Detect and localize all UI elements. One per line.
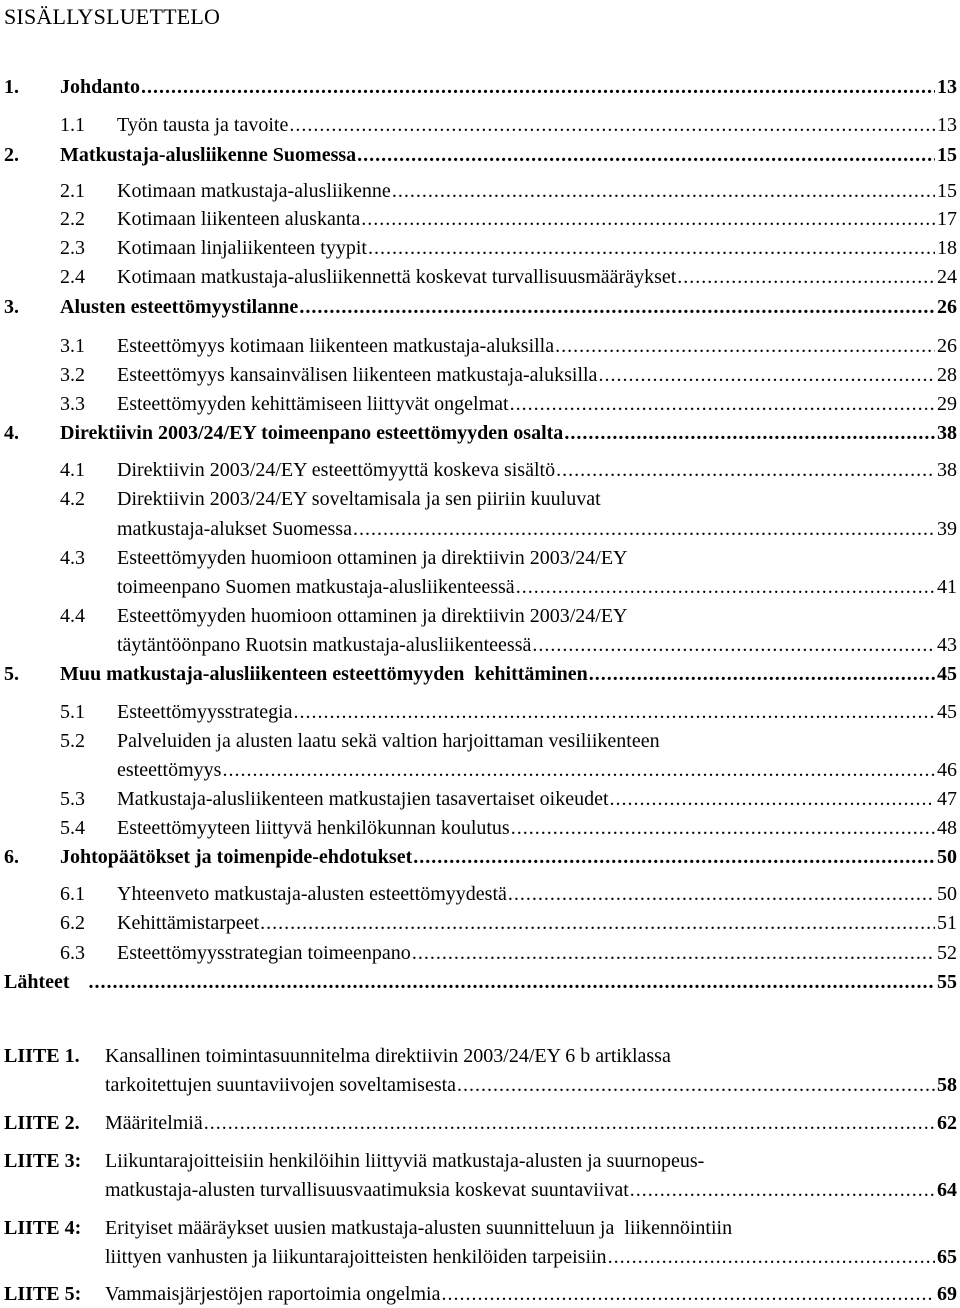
- entry-title-continuation: täytäntöönpano Ruotsin matkustaja-alusliikenteessä: [117, 634, 532, 656]
- entry-page: 50: [937, 846, 957, 868]
- entry-title: Direktiivin 2003/24/EY soveltamisala ja sen piiriin kuuluvat: [117, 488, 601, 510]
- entry-title: Kotimaan liikenteen aluskanta: [117, 208, 361, 230]
- entry-page: 28: [937, 364, 957, 386]
- entry-page: 26: [937, 296, 957, 318]
- entry-page: 18: [937, 237, 957, 259]
- dot-leader: [222, 757, 935, 783]
- entry-title: Esteettömyysstrategia: [117, 701, 293, 723]
- dot-leader: [353, 516, 935, 542]
- entry-number: 1.1: [60, 114, 85, 136]
- entry-page: 55: [937, 971, 957, 993]
- entry-number: 5.1: [60, 701, 85, 723]
- appendix-page: 64: [937, 1179, 957, 1201]
- entry-title-continuation: matkustaja-alukset Suomessa: [117, 518, 352, 540]
- dot-leader: [412, 940, 935, 966]
- appendix-title-continuation: tarkoitettujen suuntaviivojen soveltamisesta: [105, 1074, 457, 1096]
- appendix-title: Määritelmiä: [105, 1112, 203, 1134]
- dot-leader: [510, 391, 935, 417]
- dot-leader: [564, 420, 935, 446]
- entry-title: Alusten esteettömyystilanne: [60, 296, 299, 318]
- dot-leader: [610, 786, 935, 812]
- entry-title: Direktiivin 2003/24/EY esteettömyyttä koskeva sisältö: [117, 459, 556, 481]
- entry-page: 48: [937, 817, 957, 839]
- entry-page: 45: [937, 663, 957, 685]
- entry-title: Muu matkustaja-alusliikenteen esteettömyyden kehittäminen: [60, 663, 588, 685]
- appendix-label: LIITE 3:: [4, 1150, 82, 1172]
- entry-title: Matkustaja-alusliikenteen matkustajien tasavertaiset oikeudet: [117, 788, 609, 810]
- entry-page: 45: [937, 701, 957, 723]
- entry-title: Kehittämistarpeet: [117, 912, 260, 934]
- entry-page: 24: [937, 266, 957, 288]
- appendix-title: Erityiset määräykset uusien matkustaja-alusten suunnitteluun ja liikennöintiin: [105, 1217, 733, 1239]
- entry-page: 38: [937, 459, 957, 481]
- entry-page: 50: [937, 883, 957, 905]
- dot-leader: [516, 574, 935, 600]
- dot-leader: [289, 112, 935, 138]
- entry-number: 5.2: [60, 730, 85, 752]
- entry-number: 4.1: [60, 459, 85, 481]
- appendix-title-continuation: matkustaja-alusten turvallisuusvaatimuksia koskevat suuntaviivat: [105, 1179, 629, 1201]
- entry-number: 2.4: [60, 266, 85, 288]
- entry-number: 3.3: [60, 393, 85, 415]
- entry-number: 2.: [4, 144, 19, 166]
- entry-page: 38: [937, 422, 957, 444]
- dot-leader: [141, 74, 935, 100]
- entry-title: Esteettömyyden kehittämiseen liittyvät ongelmat: [117, 393, 509, 415]
- appendix-page: 62: [937, 1112, 957, 1134]
- dot-leader: [368, 235, 935, 261]
- entry-number: 5.: [4, 663, 19, 685]
- entry-number: 5.4: [60, 817, 85, 839]
- entry-title: Esteettömyys kotimaan liikenteen matkustaja-aluksilla: [117, 335, 555, 357]
- appendix-title: Vammaisjärjestöjen raportoimia ongelmia: [105, 1283, 441, 1305]
- entry-page: 15: [937, 144, 957, 166]
- entry-page: 29: [937, 393, 957, 415]
- entry-page: 13: [937, 114, 957, 136]
- entry-page: 47: [937, 788, 957, 810]
- entry-title: Työn tausta ja tavoite: [117, 114, 289, 136]
- entry-number: 4.4: [60, 605, 85, 627]
- entry-page: 46: [937, 759, 957, 781]
- entry-number: 4.: [4, 422, 19, 444]
- dot-leader: [294, 699, 935, 725]
- dot-leader: [630, 1177, 935, 1203]
- entry-title: Direktiivin 2003/24/EY toimeenpano esteettömyyden osalta: [60, 422, 564, 444]
- dot-leader: [299, 294, 935, 320]
- entry-title: Esteettömyyteen liittyvä henkilökunnan koulutus: [117, 817, 510, 839]
- appendix-title: Kansallinen toimintasuunnitelma direktiivin 2003/24/EY 6 b artiklassa: [105, 1045, 671, 1067]
- entry-title: Esteettömyyden huomioon ottaminen ja direktiivin 2003/24/EY: [117, 547, 628, 569]
- dot-leader: [555, 333, 935, 359]
- dot-leader: [392, 178, 935, 204]
- appendix-page: 58: [937, 1074, 957, 1096]
- entry-number: 6.3: [60, 942, 85, 964]
- entry-number: 1.: [4, 76, 19, 98]
- dot-leader: [511, 815, 935, 841]
- appendix-page: 65: [937, 1246, 957, 1268]
- dot-leader: [608, 1244, 935, 1270]
- entry-page: 39: [937, 518, 957, 540]
- entry-page: 51: [937, 912, 957, 934]
- entry-title: Kotimaan matkustaja-alusliikenne: [117, 180, 391, 202]
- dot-leader: [508, 881, 935, 907]
- dot-leader: [441, 1281, 935, 1307]
- dot-leader: [677, 264, 935, 290]
- appendix-title: Liikuntarajoitteisiin henkilöihin liittyviä matkustaja-alusten ja suurnopeus-: [105, 1150, 705, 1172]
- dot-leader: [457, 1072, 935, 1098]
- dot-leader: [89, 969, 935, 995]
- dot-leader: [361, 206, 935, 232]
- entry-number: 6.1: [60, 883, 85, 905]
- entry-page: 52: [937, 942, 957, 964]
- entry-page: 17: [937, 208, 957, 230]
- entry-title-continuation: esteettömyys: [117, 759, 222, 781]
- entry-number: 5.3: [60, 788, 85, 810]
- entry-page: 41: [937, 576, 957, 598]
- entry-number: 4.2: [60, 488, 85, 510]
- entry-page: 15: [937, 180, 957, 202]
- entry-number: 4.3: [60, 547, 85, 569]
- dot-leader: [532, 632, 935, 658]
- entry-title: Esteettömyyden huomioon ottaminen ja direktiivin 2003/24/EY: [117, 605, 628, 627]
- dot-leader: [598, 362, 935, 388]
- appendix-label: LIITE 2.: [4, 1112, 80, 1134]
- dot-leader: [260, 910, 935, 936]
- entry-title: Lähteet: [4, 971, 70, 993]
- entry-page: 43: [937, 634, 957, 656]
- appendix-label: LIITE 4:: [4, 1217, 82, 1239]
- entry-title: Kotimaan matkustaja-alusliikennettä koskevat turvallisuusmääräykset: [117, 266, 677, 288]
- entry-title: Yhteenveto matkustaja-alusten esteettömyydestä: [117, 883, 507, 905]
- appendix-label: LIITE 1.: [4, 1045, 80, 1067]
- entry-number: 2.2: [60, 208, 85, 230]
- entry-number: 2.3: [60, 237, 85, 259]
- entry-title: Johtopäätökset ja toimenpide-ehdotukset: [60, 846, 413, 868]
- entry-number: 6.2: [60, 912, 85, 934]
- entry-number: 3.2: [60, 364, 85, 386]
- dot-leader: [204, 1110, 935, 1136]
- dot-leader: [413, 844, 935, 870]
- entry-page: 13: [937, 76, 957, 98]
- entry-number: 6.: [4, 846, 19, 868]
- appendix-page: 69: [937, 1283, 957, 1305]
- entry-title: Palveluiden ja alusten laatu sekä valtion harjoittaman vesiliikenteen: [117, 730, 660, 752]
- entry-title: Esteettömyysstrategian toimeenpano: [117, 942, 411, 964]
- entry-number: 3.: [4, 296, 19, 318]
- toc-title: SISÄLLYSLUETTELO: [4, 4, 221, 29]
- entry-number: 2.1: [60, 180, 85, 202]
- entry-title: Matkustaja-alusliikenne Suomessa: [60, 144, 357, 166]
- entry-page: 26: [937, 335, 957, 357]
- entry-title: Kotimaan linjaliikenteen tyypit: [117, 237, 367, 259]
- entry-title-continuation: toimeenpano Suomen matkustaja-alusliikenteessä: [117, 576, 515, 598]
- appendix-label: LIITE 5:: [4, 1283, 82, 1305]
- entry-title: Esteettömyys kansainvälisen liikenteen matkustaja-aluksilla: [117, 364, 598, 386]
- dot-leader: [357, 142, 935, 168]
- entry-title: Johdanto: [60, 76, 141, 98]
- dot-leader: [556, 457, 935, 483]
- dot-leader: [589, 661, 935, 687]
- entry-number: 3.1: [60, 335, 85, 357]
- appendix-title-continuation: liittyen vanhusten ja liikuntarajoitteisten henkilöiden tarpeisiin: [105, 1246, 607, 1268]
